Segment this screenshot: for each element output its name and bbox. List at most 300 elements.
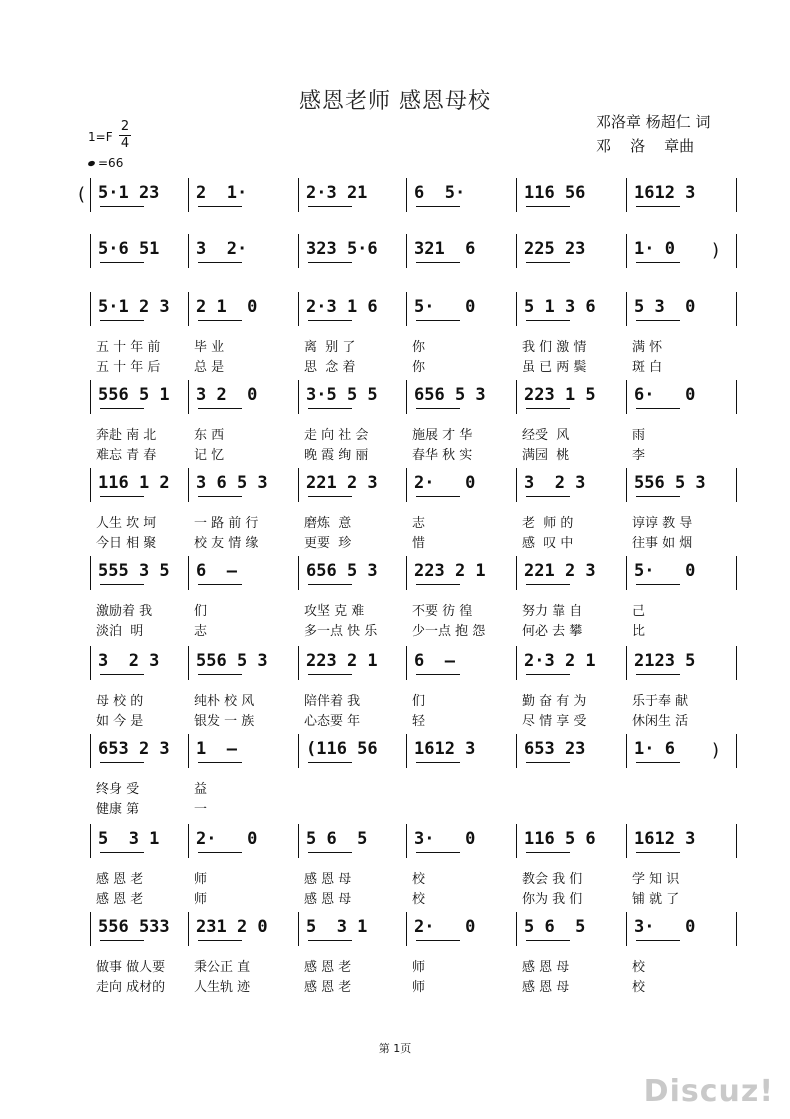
lyric: 毕 业: [194, 340, 225, 355]
close-repeat-paren: ): [712, 240, 720, 261]
notes: 5 3 1: [306, 917, 368, 937]
measure: [414, 384, 510, 412]
barline: [90, 234, 91, 268]
measure: [196, 182, 292, 210]
measure: [524, 828, 620, 856]
barline: [516, 646, 517, 680]
lyric: 东 西: [194, 428, 225, 443]
notes: 2 1·: [196, 183, 248, 203]
notes: 5 3 1: [98, 829, 160, 849]
barline: [406, 234, 407, 268]
barline: [626, 824, 627, 858]
measure: [524, 182, 620, 210]
measure: [524, 296, 620, 324]
barline: [90, 556, 91, 590]
barline: [736, 178, 737, 212]
staff-system: [0, 234, 790, 298]
beam-line: [526, 762, 570, 763]
barline: [626, 234, 627, 268]
measure: [196, 916, 292, 944]
notes: 5 6 5: [524, 917, 586, 937]
lyric: 终身 受: [96, 782, 140, 797]
measure: [196, 296, 292, 324]
lyric: 心态要 年: [304, 714, 361, 729]
beam-line: [416, 584, 460, 585]
barline: [90, 912, 91, 946]
notes: 5 1 3 6: [524, 297, 596, 317]
beam-line: [308, 320, 352, 321]
beam-line: [526, 262, 570, 263]
barline: [516, 912, 517, 946]
staff-system: [0, 646, 790, 729]
notes: 3 2 0: [196, 385, 258, 405]
lyric: 师: [412, 980, 426, 995]
notes: 2 1 0: [196, 297, 258, 317]
barline: [626, 178, 627, 212]
barline: [90, 468, 91, 502]
lyric: 走 向 社 会: [304, 428, 369, 443]
lyricist-credit: 邓洛章 杨超仁 词: [596, 113, 711, 131]
notes: 1 –: [196, 739, 237, 759]
barline: [298, 292, 299, 326]
song-title: 感恩老师 感恩母校: [299, 89, 491, 114]
notes: 3 2·: [196, 239, 248, 259]
lyric: 思 念 着: [304, 360, 356, 375]
beam-line: [198, 408, 242, 409]
barline: [298, 734, 299, 768]
lyric: 五 十 年 后: [96, 360, 161, 375]
measure: [98, 296, 182, 324]
lyric: 人生 坎 坷: [96, 516, 157, 531]
barline: [626, 556, 627, 590]
lyric: 感 叹 中: [522, 536, 574, 551]
staff-system: [0, 824, 790, 907]
notes: 1612 3: [634, 183, 696, 203]
lyric: 少一点 抱 怨: [412, 624, 486, 639]
notes: 6 –: [196, 561, 237, 581]
measure: [524, 472, 620, 500]
tempo-marking: [88, 156, 123, 170]
measure: [98, 916, 182, 944]
watermark-logo: Discuz!: [643, 1074, 774, 1109]
barline: [298, 646, 299, 680]
measure: [634, 738, 730, 766]
notes: 3· 0: [414, 829, 476, 849]
barline: [736, 824, 737, 858]
beam-line: [416, 674, 460, 675]
beam-line: [526, 674, 570, 675]
beam-line: [416, 262, 460, 263]
barline: [298, 234, 299, 268]
beam-line: [308, 762, 352, 763]
barline: [406, 912, 407, 946]
lyric: 感 恩 老: [96, 892, 144, 907]
beam-line: [100, 496, 144, 497]
lyric: 做事 做人要: [96, 960, 166, 975]
lyric: 感 恩 老: [304, 960, 352, 975]
measure: [196, 238, 292, 266]
beam-line: [416, 496, 460, 497]
staff-system: [0, 292, 790, 375]
barline: [516, 468, 517, 502]
lyric: 银发 一 族: [194, 714, 255, 729]
lyric: 如 今 是: [96, 714, 144, 729]
lyric: 感 恩 母: [304, 872, 352, 887]
barline: [406, 292, 407, 326]
beam-line: [416, 408, 460, 409]
notes: 556 533: [98, 917, 170, 937]
lyric: 惜: [412, 536, 426, 551]
beam-line: [308, 852, 352, 853]
lyric: 感 恩 老: [96, 872, 144, 887]
lyric: 校: [412, 872, 426, 887]
lyric: 磨炼 意: [304, 516, 352, 531]
measure: [634, 650, 730, 678]
notes: 656 5 3: [306, 561, 378, 581]
notes: 221 2 3: [524, 561, 596, 581]
measure: [634, 560, 730, 588]
lyric: 校: [632, 960, 646, 975]
lyric: 感 恩 母: [304, 892, 352, 907]
measure: [98, 472, 182, 500]
lyric: 勤 奋 有 为: [522, 694, 587, 709]
lyric: 教会 我 们: [522, 872, 583, 887]
notes: 1612 3: [414, 739, 476, 759]
beam-line: [526, 852, 570, 853]
notes: 656 5 3: [414, 385, 486, 405]
measure: [414, 560, 510, 588]
measure: [196, 738, 292, 766]
lyric: 经受 风: [522, 428, 570, 443]
lyric: 李: [632, 448, 646, 463]
beam-line: [636, 320, 680, 321]
notes: 116 5 6: [524, 829, 596, 849]
measure: [196, 650, 292, 678]
notes: 223 1 5: [524, 385, 596, 405]
measure: [306, 828, 400, 856]
lyric: 满 怀: [632, 340, 663, 355]
notes: 6 5·: [414, 183, 466, 203]
beam-line: [100, 940, 144, 941]
measure: [98, 238, 182, 266]
measure: [524, 560, 620, 588]
notes: 2· 0: [196, 829, 258, 849]
measure: [634, 238, 730, 266]
measure: [634, 182, 730, 210]
beam-line: [100, 762, 144, 763]
barline: [406, 824, 407, 858]
barline: [736, 912, 737, 946]
barline: [516, 292, 517, 326]
beam-line: [636, 262, 680, 263]
measure: [196, 560, 292, 588]
barline: [736, 646, 737, 680]
lyric: 记 忆: [194, 448, 225, 463]
notes: 5·1 2 3: [98, 297, 170, 317]
lyric: 比: [632, 624, 646, 639]
barline: [516, 178, 517, 212]
beam-line: [526, 408, 570, 409]
barline: [188, 292, 189, 326]
measure: [524, 738, 620, 766]
beam-line: [308, 206, 352, 207]
lyric: 校: [412, 892, 426, 907]
notes: 321 6: [414, 239, 476, 259]
measure: [414, 916, 510, 944]
beam-line: [416, 206, 460, 207]
beam-line: [636, 496, 680, 497]
measure: [414, 828, 510, 856]
close-repeat-paren: ): [712, 740, 720, 761]
measure: [634, 296, 730, 324]
lyric: 陪伴着 我: [304, 694, 361, 709]
measure: [414, 182, 510, 210]
lyric: 我 们 激 情: [522, 340, 587, 355]
measure: [524, 916, 620, 944]
beam-line: [100, 262, 144, 263]
barline: [188, 234, 189, 268]
notes: 5· 0: [414, 297, 476, 317]
barline: [516, 234, 517, 268]
notes: 6 –: [414, 651, 455, 671]
lyric: 你: [412, 360, 426, 375]
measure: [306, 916, 400, 944]
measure: [306, 560, 400, 588]
beam-line: [308, 940, 352, 941]
barline: [736, 734, 737, 768]
notes: 1· 6: [634, 739, 675, 759]
barline: [516, 556, 517, 590]
barline: [406, 468, 407, 502]
beam-line: [100, 584, 144, 585]
beam-line: [100, 206, 144, 207]
measure: [98, 738, 182, 766]
notes: 6· 0: [634, 385, 696, 405]
notes: 223 2 1: [306, 651, 378, 671]
lyric: 一 路 前 行: [194, 516, 259, 531]
staff-system: [0, 380, 790, 463]
lyric: 轻: [412, 714, 426, 729]
barline: [736, 556, 737, 590]
measure: [306, 296, 400, 324]
measure: [306, 738, 400, 766]
beam-line: [636, 852, 680, 853]
measure: [98, 650, 182, 678]
notes: 653 23: [524, 739, 586, 759]
lyric: 努力 靠 自: [522, 604, 583, 619]
barline: [626, 380, 627, 414]
beam-line: [416, 320, 460, 321]
beam-line: [198, 852, 242, 853]
barline: [406, 380, 407, 414]
beam-line: [308, 584, 352, 585]
barline: [90, 380, 91, 414]
lyric: 多一点 快 乐: [304, 624, 378, 639]
beam-line: [636, 408, 680, 409]
time-signature-top: 2: [120, 119, 130, 134]
lyric: 感 恩 母: [522, 960, 570, 975]
measure: [414, 738, 510, 766]
lyric: 健康 第: [96, 802, 140, 817]
measure: [414, 650, 510, 678]
barline: [516, 734, 517, 768]
barline: [188, 556, 189, 590]
barline: [626, 292, 627, 326]
notes: 2· 0: [414, 473, 476, 493]
beam-line: [526, 584, 570, 585]
measure: [524, 238, 620, 266]
barline: [90, 734, 91, 768]
barline: [516, 824, 517, 858]
measure: [634, 472, 730, 500]
lyric: 五 十 年 前: [96, 340, 161, 355]
barline: [406, 646, 407, 680]
beam-line: [100, 320, 144, 321]
measure: [634, 828, 730, 856]
lyric: 母 校 的: [96, 694, 144, 709]
lyric: 铺 就 了: [632, 892, 680, 907]
beam-line: [198, 262, 242, 263]
measure: [98, 384, 182, 412]
lyric: 激励着 我: [96, 604, 153, 619]
beam-line: [198, 584, 242, 585]
measure: [524, 650, 620, 678]
lyric: 学 知 识: [632, 872, 680, 887]
lyric: 满园 桃: [522, 448, 570, 463]
tempo-value: =66: [98, 156, 124, 170]
barline: [298, 178, 299, 212]
barline: [736, 234, 737, 268]
staff-system: [0, 468, 790, 551]
time-signature-bottom: 4: [120, 136, 130, 151]
lyric: 淡泊 明: [96, 624, 144, 639]
measure: [98, 560, 182, 588]
barline: [626, 646, 627, 680]
time-signature: [118, 120, 132, 151]
notes: (116 56: [306, 739, 378, 759]
measure: [196, 384, 292, 412]
lyric: 施展 才 华: [412, 428, 473, 443]
lyric: 休闲生 活: [632, 714, 689, 729]
composer-credit: 邓 洛 章曲: [596, 137, 695, 155]
lyric: 们: [412, 694, 426, 709]
notes: 116 56: [524, 183, 586, 203]
barline: [188, 734, 189, 768]
measure: [306, 650, 400, 678]
beam-line: [526, 320, 570, 321]
measure: [98, 182, 182, 210]
beam-line: [308, 408, 352, 409]
beam-line: [526, 940, 570, 941]
barline: [736, 468, 737, 502]
beam-line: [308, 674, 352, 675]
barline: [298, 468, 299, 502]
page-number: 第 1页: [378, 1042, 412, 1055]
lyric: 不要 彷 徨: [412, 604, 473, 619]
barline: [626, 734, 627, 768]
beam-line: [636, 940, 680, 941]
lyric: 一: [194, 802, 208, 817]
barline: [188, 178, 189, 212]
notes: 653 2 3: [98, 739, 170, 759]
beam-line: [636, 206, 680, 207]
measure: [634, 916, 730, 944]
notes: 556 5 1: [98, 385, 170, 405]
lyric: 校 友 情 缘: [194, 536, 259, 551]
lyric: 斑 白: [632, 360, 663, 375]
lyric: 校: [632, 980, 646, 995]
measure: [306, 182, 400, 210]
lyric: 更要 珍: [304, 536, 352, 551]
barline: [736, 292, 737, 326]
notes: 3 2 3: [98, 651, 160, 671]
lyric: 纯朴 校 风: [194, 694, 255, 709]
staff-system: [0, 912, 790, 995]
beam-line: [416, 940, 460, 941]
beam-line: [308, 496, 352, 497]
barline: [626, 468, 627, 502]
barline: [298, 380, 299, 414]
lyric: 师: [194, 892, 208, 907]
lyric: 难忘 青 春: [96, 448, 157, 463]
barline: [406, 556, 407, 590]
notes: 555 3 5: [98, 561, 170, 581]
notes: 2·3 2 1: [524, 651, 596, 671]
notes: 5 3 0: [634, 297, 696, 317]
lyric: 老 师 的: [522, 516, 574, 531]
measure: [196, 472, 292, 500]
staff-system: [0, 178, 790, 242]
measure: [414, 472, 510, 500]
lyric: 今日 相 聚: [96, 536, 157, 551]
notes: 3· 0: [634, 917, 696, 937]
lyric: 奔赴 南 北: [96, 428, 157, 443]
measure: [414, 296, 510, 324]
lyric: 往事 如 烟: [632, 536, 693, 551]
beam-line: [526, 206, 570, 207]
barline: [90, 646, 91, 680]
beam-line: [308, 262, 352, 263]
beam-line: [198, 762, 242, 763]
lyric: 益: [194, 782, 208, 797]
notes: 2123 5: [634, 651, 696, 671]
lyric: 何必 去 攀: [522, 624, 583, 639]
notes: 1· 0: [634, 239, 675, 259]
barline: [188, 468, 189, 502]
notes: 1612 3: [634, 829, 696, 849]
measure: [306, 384, 400, 412]
beam-line: [100, 674, 144, 675]
lyric: 人生轨 迹: [194, 980, 251, 995]
lyric: 感 恩 老: [304, 980, 352, 995]
lyric: 志: [412, 516, 426, 531]
notes: 231 2 0: [196, 917, 268, 937]
notes: 2·3 21: [306, 183, 368, 203]
lyric: 攻坚 克 难: [304, 604, 365, 619]
measure: [306, 238, 400, 266]
key-signature: 1=F: [88, 130, 113, 144]
lyric: 你: [412, 340, 426, 355]
lyric: 己: [632, 604, 646, 619]
beam-line: [636, 674, 680, 675]
notes: 3·5 5 5: [306, 385, 378, 405]
barline: [298, 912, 299, 946]
lyric: 谆谆 教 导: [632, 516, 693, 531]
beam-line: [636, 762, 680, 763]
lyric: 感 恩 母: [522, 980, 570, 995]
notes: 3 6 5 3: [196, 473, 268, 493]
lyric: 志: [194, 624, 208, 639]
